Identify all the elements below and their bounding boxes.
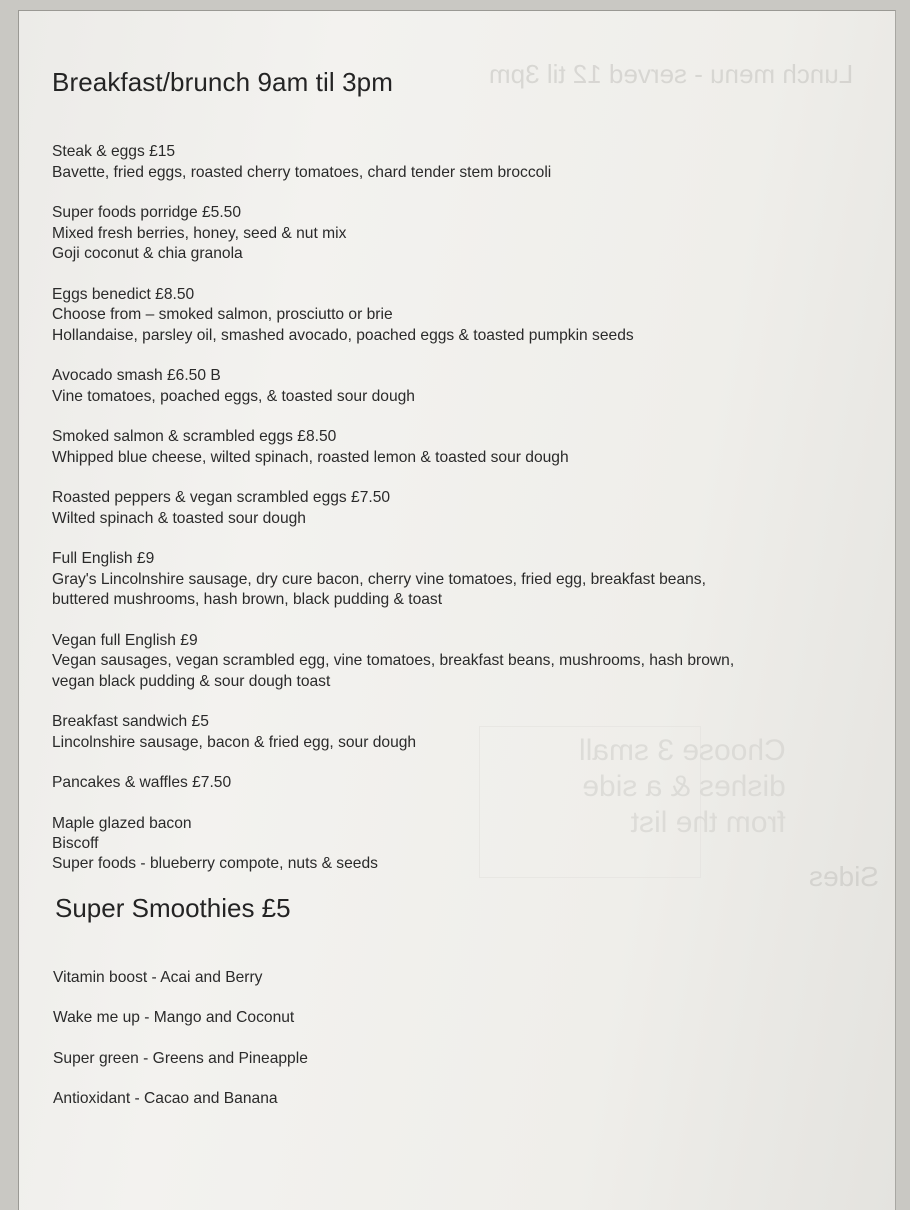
item-description: Bavette, fried eggs, roasted cherry tomatoes, chard tender stem broccoli — [52, 163, 552, 181]
item-name: Avocado smash £6.50 B — [52, 367, 221, 384]
item-description: Wilted spinach & toasted sour dough — [52, 509, 306, 527]
item-name: Smoked salmon & scrambled eggs £8.50 — [52, 428, 337, 445]
item-name: Full English £9 — [52, 550, 155, 567]
smoothie-item: Wake me up - Mango and Coconut — [53, 1009, 295, 1026]
menu-item — [52, 549, 872, 611]
item-description: Mixed fresh berries, honey, seed & nut mix — [52, 224, 347, 242]
show-through-choose-line: Choose 3 small — [579, 734, 786, 767]
smoothie-item: Antioxidant - Cacao and Banana — [53, 1090, 278, 1107]
item-name: Super foods porridge £5.50 — [52, 204, 241, 221]
item-name: Eggs benedict £8.50 — [52, 285, 195, 303]
item-description: Lincolnshire sausage, bacon & fried egg, sour dough — [52, 733, 417, 751]
show-through-title: Lunch menu - served 12 til 3pm — [489, 59, 854, 89]
item-description: Gray's Lincolnshire sausage, dry cure bacon, cherry vine tomatoes, fried egg, breakfast beans, — [52, 570, 706, 588]
menu-item — [52, 142, 872, 183]
show-through-sides: Sides — [809, 861, 880, 892]
topping-item: Maple glazed bacon — [52, 814, 192, 832]
menu-item — [52, 712, 872, 753]
menu-item — [52, 427, 872, 468]
item-name: Pancakes & waffles £7.50 — [52, 774, 232, 791]
item-name: Roasted peppers & vegan scrambled eggs £7.50 — [52, 489, 391, 506]
smoothies-title: Super Smoothies £5 — [55, 892, 291, 923]
smoothie-item: Vitamin boost - Acai and Berry — [53, 968, 263, 986]
item-description: Vegan sausages, vegan scrambled egg, vine tomatoes, breakfast beans, mushrooms, hash brown, — [52, 652, 735, 669]
breakfast-title: Breakfast/brunch 9am til 3pm — [52, 67, 393, 97]
topping-item: Super foods - blueberry compote, nuts & seeds — [52, 854, 378, 872]
item-description: vegan black pudding & sour dough toast — [52, 672, 331, 690]
item-description: buttered mushrooms, hash brown, black pudding & toast — [52, 591, 443, 608]
menu-item — [52, 631, 872, 693]
item-description: Hollandaise, parsley oil, smashed avocado, poached eggs & toasted pumpkin seeds — [52, 326, 634, 344]
item-description: Whipped blue cheese, wilted spinach, roasted lemon & toasted sour dough — [52, 448, 569, 466]
item-name: Steak & eggs £15 — [52, 143, 176, 160]
item-description: Choose from – smoked salmon, prosciutto or brie — [52, 306, 393, 323]
show-through-choose-line: from the list — [630, 806, 786, 839]
topping-list — [52, 814, 872, 874]
item-name: Breakfast sandwich £5 — [52, 713, 209, 730]
topping-item: Biscoff — [52, 834, 99, 852]
menu-item — [52, 488, 872, 529]
menu-item — [52, 773, 872, 794]
menu-content — [52, 66, 872, 1130]
item-description: Vine tomatoes, poached eggs, & toasted sour dough — [52, 387, 415, 405]
item-name: Vegan full English £9 — [52, 631, 198, 649]
menu-item — [52, 366, 872, 407]
item-description: Goji coconut & chia granola — [52, 245, 243, 262]
smoothie-item: Super green - Greens and Pineapple — [53, 1049, 308, 1067]
show-through-choose-line: dishes & a side — [582, 770, 786, 803]
menu-item — [52, 203, 872, 265]
menu-item — [52, 285, 872, 347]
